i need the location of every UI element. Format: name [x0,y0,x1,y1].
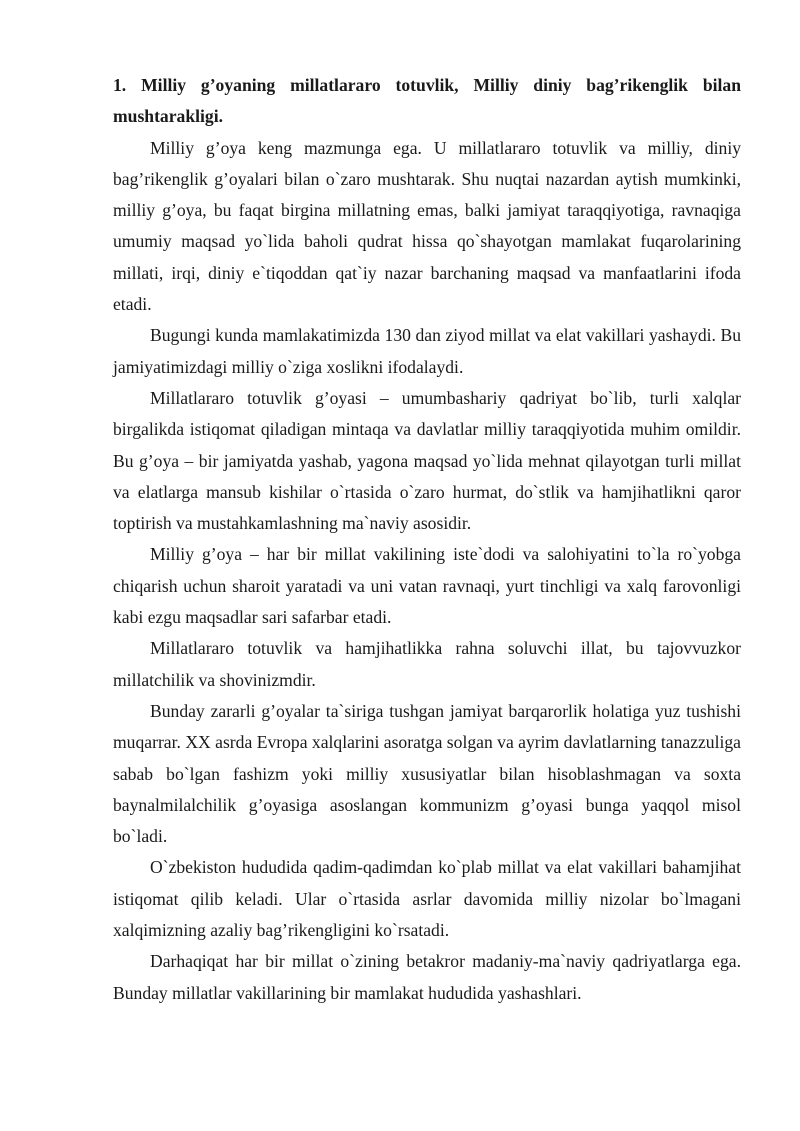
paragraph-1: Milliy g’oya keng mazmunga ega. U millatlararo totuvlik va milliy, diniy bag’rikenglik g’oyalari bilan o`zaro mushtarak. Shu nuqtai nazardan aytish mumkinki, milliy g’oya, bu faqat birgina millatning emas, balki jamiyat taraqqiyotiga, ravnaqiga umumiy maqsad yo`lida baholi qudrat hissa qo`shayotgan mamlakat fuqarolarining millati, irqi, diniy e`tiqoddan qat`iy nazar barchaning maqsad va manfaatlarini ifoda etadi. [113,137,741,315]
paragraph-6: Bunday zararli g’oyalar ta`siriga tushgan jamiyat barqarorlik holatiga yuz tushishi muqarrar. XX asrda Evropa xalqlarini asoratga solgan va ayrim davlatlarning tanazzuliga sabab bo`lgan fashizm yoki milliy xususiyatlar bilan hisoblashmagan va soxta baynalmilalchilik g’oyasiga asoslangan kommunizm g’oyasi bunga yaqqol misol bo`ladi. [113,700,741,847]
section-heading: 1. Milliy g’oyaning millatlararo totuvlik, Milliy diniy bag’rikenglik bilan mushtarakligi. [113,75,741,127]
paragraph-5: Millatlararo totuvlik va hamjihatlikka rahna soluvchi illat, bu tajovvuzkor millatchilik va shovinizmdir. [113,638,741,690]
paragraph-8: Darhaqiqat har bir millat o`zining betakror madaniy-ma`naviy qadriyatlarga ega. Bunday millatlar vakillarining bir mamlakat hududida yashashlari. [113,951,741,1003]
paragraph-7: O`zbekiston hududida qadim-qadimdan ko`plab millat va elat vakillari bahamjihat istiqomat qilib keladi. Ular o`rtasida asrlar davomida milliy nizolar bo`lmagani xalqimizning azaliy bag’rikengligini ko`rsatadi. [113,857,741,941]
paragraph-4: Milliy g’oya – har bir millat vakilining iste`dodi va salohiyatini to`la ro`yobga chiqarish uchun sharoit yaratadi va uni vatan ravnaqi, yurt tinchligi va xalq farovonligi kabi ezgu maqsadlar sari safarbar etadi. [113,544,741,628]
paragraph-2: Bugungi kunda mamlakatimizda 130 dan ziyod millat va elat vakillari yashaydi. Bu jamiyatimizdagi milliy o`ziga xoslikni ifodalaydi. [113,325,741,377]
document-body [113,70,741,1009]
paragraph-3: Millatlararo totuvlik g’oyasi – umumbashariy qadriyat bo`lib, turli xalqlar birgalikda istiqomat qiladigan mintaqa va davlatlar milliy taraqqiyotida muhim omildir. Bu g’oya – bir jamiyatda yashab, yagona maqsad yo`lida mehnat qilayotgan turli millat va elatlarga mansub kishilar o`rtasida o`zaro hurmat, do`stlik va hamjihatlikni qaror toptirish va mustahkamlashning ma`naviy asosidir. [113,387,741,534]
